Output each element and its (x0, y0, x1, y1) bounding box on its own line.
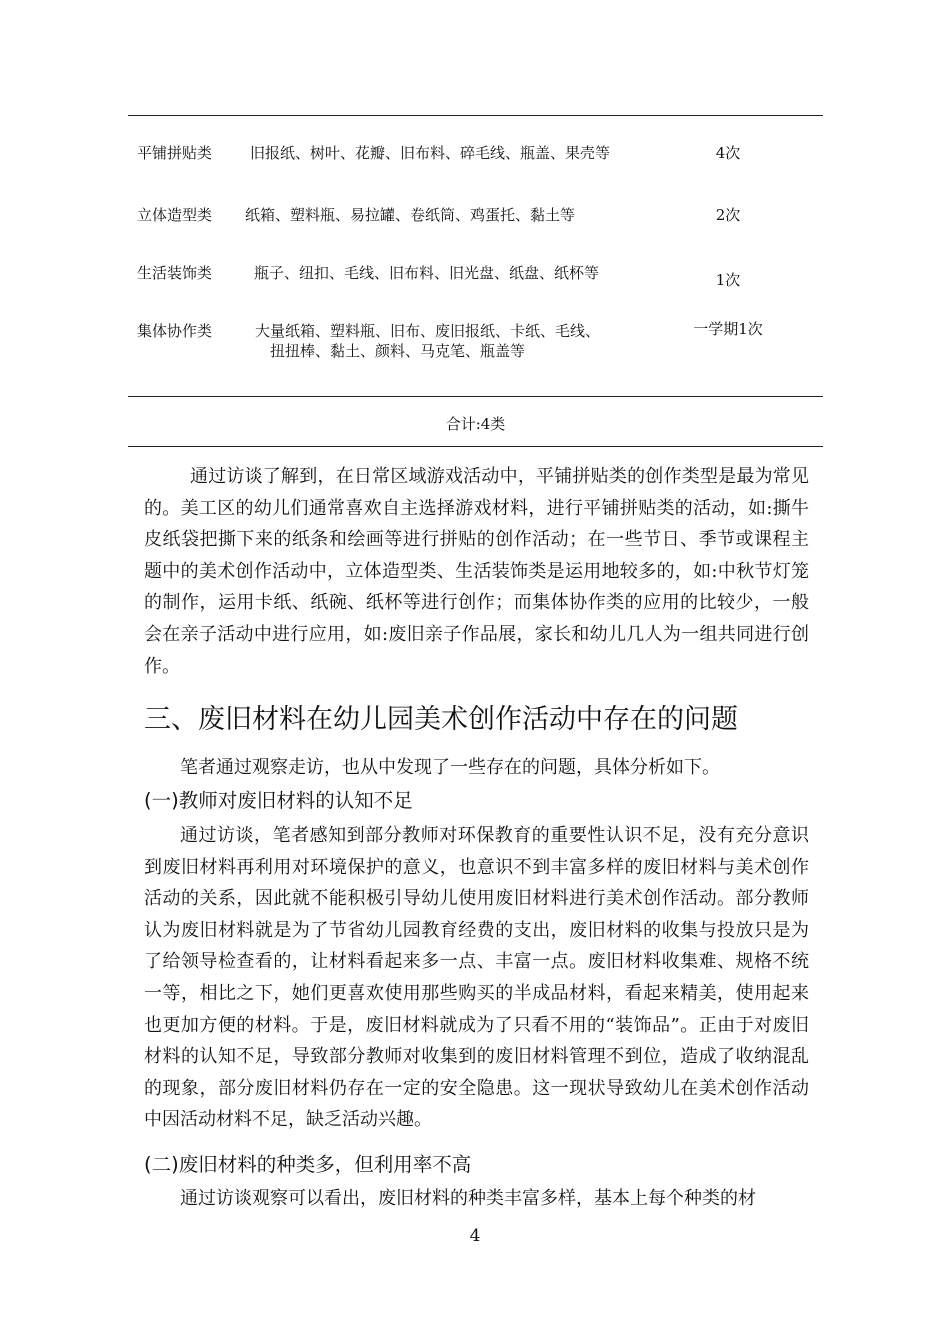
frequency-cell: 1次 (715, 271, 741, 289)
intro-paragraph: 笔者通过观察走访，也从中发现了一些存在的问题，具体分析如下。 (180, 757, 720, 778)
section-heading: 三、废旧材料在幼儿园美术创作活动中存在的问题 (144, 704, 738, 735)
subsection-1-paragraph: 通过访谈，笔者感知到部分教师对环保教育的重要性认识不足，没有充分意识到废旧材料再利用对环境保护的意义，也意识不到丰富多样的废旧材料与美术创作活动的关系，因此就不能积极引导幼儿使用废旧材料进行美术创作活动。部分教师认为废旧材料就是为了节省幼儿园教育经费的支出，废旧材料的收集与投放只是为了给领导检查看的，让材料看起来多一点、丰富一点。废旧材料收集难、规格不统一等，相比之下，她们更喜欢使用那些购买的半成品材料，看起来精美，使用起来也更加方便的材料。于是，废旧材料就成为了只看不用的“装饰品”。正由于对废旧材料的认知不足，导致部分教师对收集到的废旧材料管理不到位，造成了收纳混乱的现象，部分废旧材料仍存在一定的安全隐患。这一现状导致幼儿在美术创作活动中因活动材料不足，缺乏活动兴趣。 (144, 825, 809, 1131)
table-bottom-rule (128, 396, 823, 397)
materials-cell-continued: 扭扭棒、黏土、颜料、马克笔、瓶盖等 (270, 342, 526, 360)
subsection-2-paragraph: 通过访谈观察可以看出，废旧材料的种类丰富多样，基本上每个种类的材 (180, 1188, 756, 1209)
materials-cell: 纸箱、塑料瓶、易拉罐、卷纸筒、鸡蛋托、黏土等 (245, 206, 576, 224)
table-total: 合计:4类 (445, 415, 506, 433)
table-total-rule (128, 446, 823, 447)
frequency-cell: 4次 (715, 144, 741, 162)
page-number: 4 (469, 1226, 481, 1246)
subsection-heading-1: (一)教师对废旧材料的认知不足 (144, 789, 413, 812)
materials-cell: 大量纸箱、塑料瓶、旧布、废旧报纸、卡纸、毛线、 (255, 322, 601, 340)
table-top-rule (128, 115, 823, 116)
materials-cell: 瓶子、纽扣、毛线、旧布料、旧光盘、纸盘、纸杯等 (254, 264, 600, 282)
body-paragraph: 通过访谈了解到，在日常区域游戏活动中，平铺拼贴类的创作类型是最为常见的。美工区的幼儿们通常喜欢自主选择游戏材料，进行平铺拼贴类的活动，如:撕牛皮纸袋把撕下来的纸条和绘画等进行拼贴的创作活动；在一些节日、季节或课程主题中的美术创作活动中，立体造型类、生活装饰类是运用地较多的，如:中秋节灯笼的制作，运用卡纸、纸碗、纸杯等进行创作；而集体协作类的应用的比较少，一般会在亲子活动中进行应用，如:废旧亲子作品展，家长和幼儿几人为一组共同进行创作。 (144, 466, 809, 677)
subsection-heading-2: (二)废旧材料的种类多，但利用率不高 (144, 1153, 472, 1176)
category-cell: 平铺拼贴类 (137, 144, 213, 162)
frequency-cell: 2次 (715, 206, 741, 224)
materials-cell: 旧报纸、树叶、花瓣、旧布料、碎毛线、瓶盖、果壳等 (250, 144, 611, 162)
category-cell: 生活装饰类 (137, 264, 213, 282)
frequency-cell: 一学期1次 (693, 320, 763, 338)
category-cell: 集体协作类 (137, 322, 213, 340)
category-cell: 立体造型类 (137, 206, 213, 224)
